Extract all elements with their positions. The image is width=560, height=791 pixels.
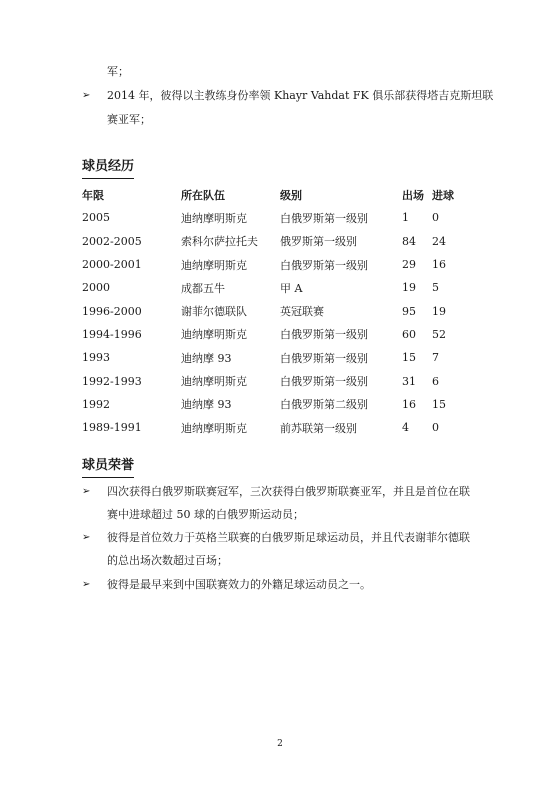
table-cell: 2000 (82, 281, 110, 295)
table-cell: 前苏联第一级别 (280, 421, 357, 435)
bullet-arrow-icon: ➢ (82, 486, 91, 497)
text-line: 2014 年，彼得以主教练身份率领 Khayr Vahdat FK 俱乐部获得塔吉克斯坦联 (107, 89, 494, 102)
career-table (82, 183, 462, 439)
table-cell: 5 (432, 281, 439, 295)
table-cell: 84 (402, 234, 416, 248)
table-cell: 1 (402, 211, 409, 225)
table-row (82, 230, 462, 253)
table-cell: 6 (432, 374, 439, 388)
table-cell: 迪纳摩明斯克 (181, 421, 247, 435)
table-cell: 英冠联赛 (280, 305, 324, 319)
table-cell: 索科尔萨拉托夫 (181, 235, 258, 249)
table-cell: 俄罗斯第一级别 (280, 235, 357, 249)
table-cell: 甲 A (280, 281, 303, 295)
bullet-arrow-icon: ➢ (82, 579, 91, 590)
table-row (82, 253, 462, 276)
table-cell: 1989-1991 (82, 421, 142, 435)
table-row (82, 346, 462, 369)
table-cell: 15 (402, 351, 416, 365)
table-cell: 迪纳摩明斯克 (181, 328, 247, 342)
table-cell: 白俄罗斯第一级别 (280, 211, 368, 225)
table-header-row (82, 183, 462, 206)
page-number: 2 (277, 739, 283, 749)
text-line: 军； (107, 65, 129, 78)
table-cell: 1992 (82, 397, 110, 411)
table-row (82, 369, 462, 392)
table-cell: 0 (432, 421, 439, 435)
table-cell: 16 (402, 397, 416, 411)
table-cell: 19 (432, 304, 446, 318)
table-cell: 迪纳摩明斯克 (181, 211, 247, 225)
table-cell: 谢菲尔德联队 (181, 305, 247, 319)
table-cell: 19 (402, 281, 416, 295)
text-line: 赛亚军； (107, 113, 151, 126)
table-cell: 15 (432, 397, 446, 411)
table-cell: 1992-1993 (82, 374, 142, 388)
table-cell: 16 (432, 258, 446, 272)
column-header: 出场 (402, 188, 424, 202)
table-cell: 29 (402, 258, 416, 272)
table-cell: 成都五牛 (181, 281, 225, 295)
table-cell: 0 (432, 211, 439, 225)
table-cell: 52 (432, 327, 446, 341)
list-item: 彼得是最早来到中国联赛效力的外籍足球运动员之一。 (107, 578, 371, 591)
table-cell: 2005 (82, 211, 110, 225)
bullet-arrow-icon: ➢ (82, 90, 91, 101)
table-cell: 白俄罗斯第一级别 (280, 375, 368, 389)
column-header: 年限 (82, 188, 104, 202)
column-header: 级别 (280, 188, 302, 202)
table-cell: 白俄罗斯第二级别 (280, 398, 368, 412)
table-cell: 31 (402, 374, 416, 388)
table-row (82, 393, 462, 416)
table-cell: 迪纳摩 93 (181, 398, 232, 412)
table-row (82, 299, 462, 322)
table-row (82, 416, 462, 439)
career-heading: 球员经历 (82, 158, 134, 179)
table-cell: 24 (432, 234, 446, 248)
table-cell: 1993 (82, 351, 110, 365)
table-row (82, 206, 462, 229)
table-cell: 4 (402, 421, 409, 435)
column-header: 所在队伍 (181, 188, 225, 202)
table-cell: 1996-2000 (82, 304, 142, 318)
table-cell: 白俄罗斯第一级别 (280, 351, 368, 365)
table-cell: 白俄罗斯第一级别 (280, 258, 368, 272)
bullet-arrow-icon: ➢ (82, 532, 91, 543)
honors-heading: 球员荣誉 (82, 457, 134, 478)
table-cell: 2000-2001 (82, 258, 142, 272)
list-item: 的总出场次数超过百场； (107, 554, 228, 567)
table-cell: 60 (402, 327, 416, 341)
list-item: 彼得是首位效力于英格兰联赛的白俄罗斯足球运动员，并且代表谢菲尔德联 (107, 531, 470, 544)
table-cell: 白俄罗斯第一级别 (280, 328, 368, 342)
table-cell: 2002-2005 (82, 234, 142, 248)
table-cell: 95 (402, 304, 416, 318)
table-cell: 迪纳摩 93 (181, 351, 232, 365)
table-row (82, 323, 462, 346)
column-header: 进球 (432, 188, 454, 202)
table-row (82, 276, 462, 299)
table-cell: 7 (432, 351, 439, 365)
list-item: 赛中进球超过 50 球的白俄罗斯运动员； (107, 508, 304, 521)
table-cell: 迪纳摩明斯克 (181, 258, 247, 272)
table-cell: 迪纳摩明斯克 (181, 375, 247, 389)
list-item: 四次获得白俄罗斯联赛冠军，三次获得白俄罗斯联赛亚军，并且是首位在联 (107, 485, 470, 498)
table-cell: 1994-1996 (82, 327, 142, 341)
